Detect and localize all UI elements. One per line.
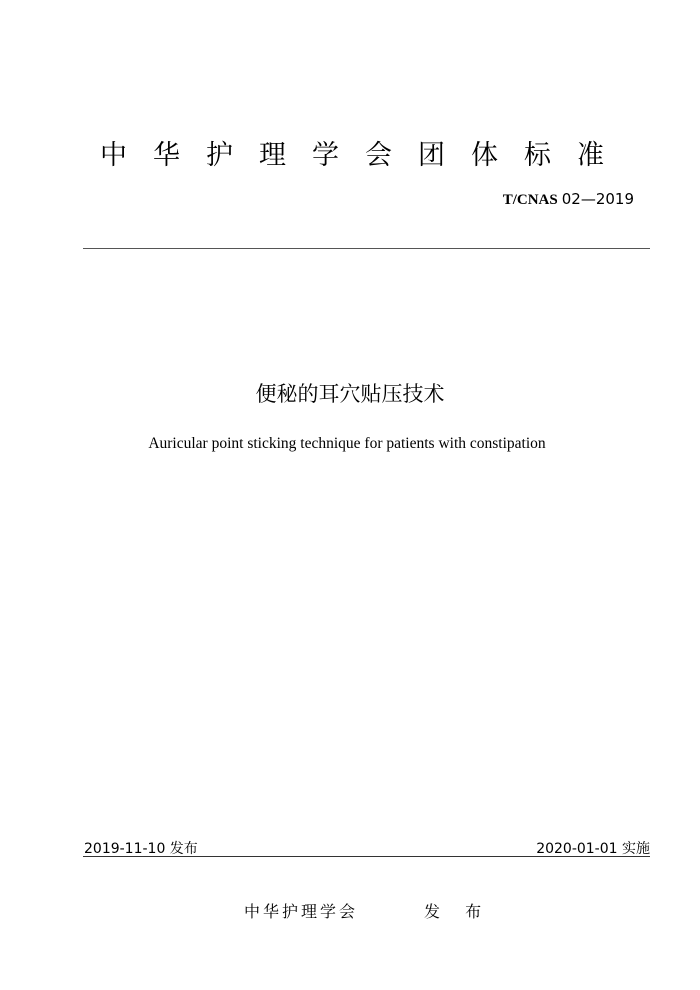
document-title-english: Auricular point sticking technique for patients with constipation (148, 435, 546, 452)
release-date: 2019-11-10 发布 (84, 841, 198, 857)
implementation-date: 2020-01-01 实施 (536, 841, 650, 857)
standard-number-value: 02—2019 (561, 190, 634, 208)
publish-label: 发 布 (424, 902, 492, 921)
standard-number (503, 188, 634, 211)
standard-prefix: T/CNAS (502, 192, 558, 208)
footer-divider (83, 856, 650, 857)
document-title-chinese: 便秘的耳穴贴压技术 (255, 382, 445, 406)
organization-standard-header: 中华护理学会团体标准 (100, 140, 630, 171)
header-divider (83, 248, 650, 249)
publisher-name: 中华护理学会 (244, 902, 359, 921)
